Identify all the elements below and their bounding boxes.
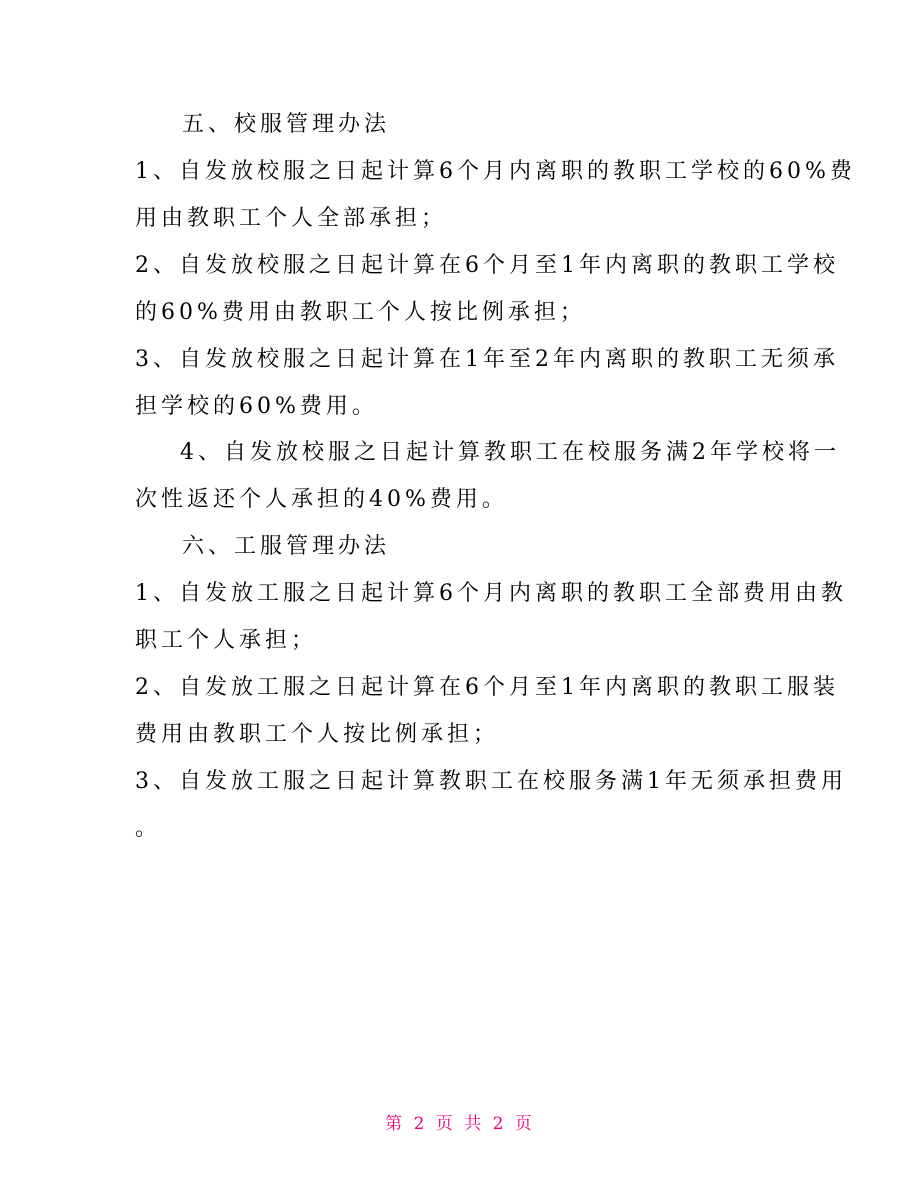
paragraph-line: 4、自发放校服之日起计算教职工在校服务满2年学校将一 — [180, 440, 840, 465]
section-heading-school-uniform: 五、校服管理办法 — [182, 112, 391, 137]
paragraph-line: 2、自发放校服之日起计算在6个月至1年内离职的教职工学校 — [135, 253, 839, 278]
paragraph-line: 3、自发放工服之日起计算教职工在校服务满1年无须承担费用 — [135, 769, 847, 794]
paragraph-line: 职工个人承担； — [135, 628, 318, 653]
paragraph-line: 。 — [135, 816, 162, 841]
paragraph-line: 1、自发放校服之日起计算6个月内离职的教职工学校的60%费 — [135, 159, 856, 184]
paragraph-line: 1、自发放工服之日起计算6个月内离职的教职工全部费用由教 — [135, 581, 847, 606]
paragraph-line: 2、自发放工服之日起计算在6个月至1年内离职的教职工服装 — [135, 675, 839, 700]
paragraph-line: 担学校的60%费用。 — [135, 394, 378, 419]
paragraph-line: 费用由教职工个人按比例承担； — [135, 722, 500, 747]
page-number-footer: 第 2 页 共 2 页 — [385, 1114, 535, 1134]
section-heading-work-uniform: 六、工服管理办法 — [182, 534, 391, 559]
paragraph-line: 用由教职工个人全部承担； — [135, 206, 448, 231]
paragraph-line: 3、自发放校服之日起计算在1年至2年内离职的教职工无须承 — [135, 347, 839, 372]
paragraph-line: 次性返还个人承担的40%费用。 — [135, 487, 508, 512]
paragraph-line: 的60%费用由教职工个人按比例承担； — [135, 300, 586, 325]
